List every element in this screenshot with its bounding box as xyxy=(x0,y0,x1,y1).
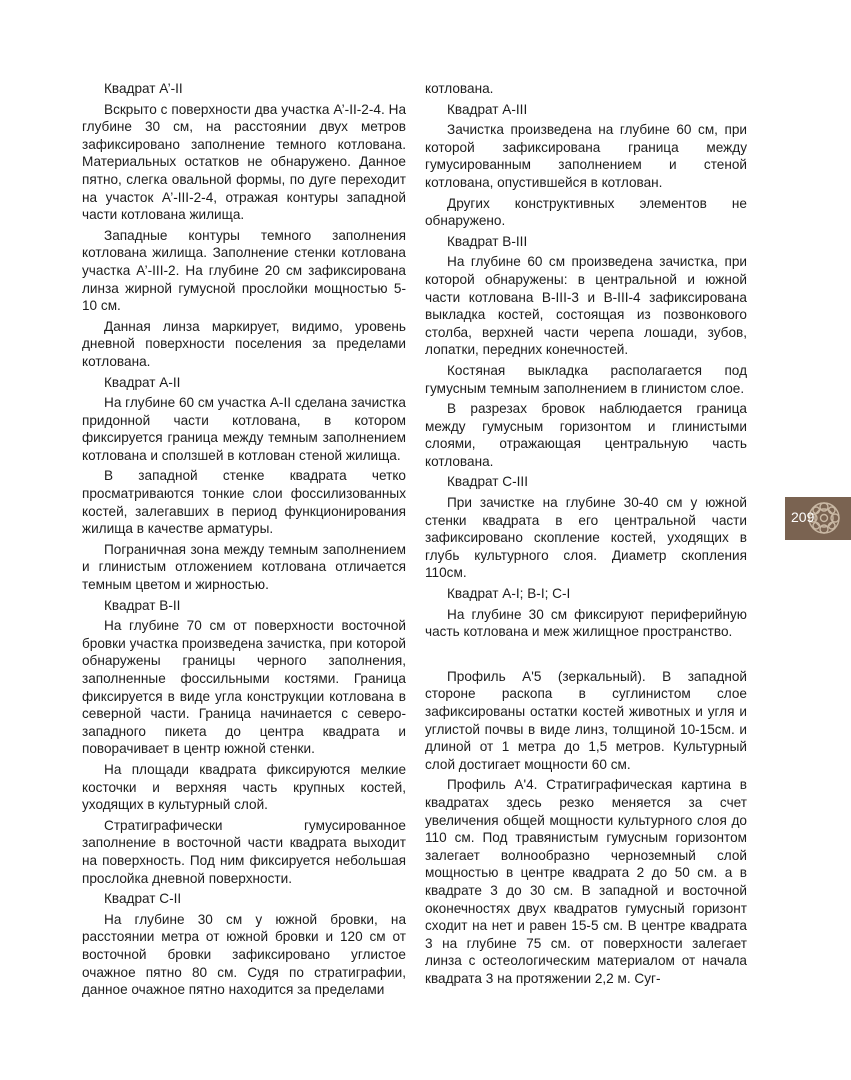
paragraph: На глубине 30 см фиксируют периферийную часть котлована и меж жилищное пространство. xyxy=(425,606,747,640)
paragraph: Зачистка произведена на глубине 60 см, при которой зафиксирована граница между гумусированным заполнением и стеной котлована, опустившейся в котлован. xyxy=(425,122,747,190)
right-text-column xyxy=(425,80,747,991)
paragraph: На площади квадрата фиксируются мелкие косточки и верхняя часть крупных костей, уходящих в культурный слой. xyxy=(82,761,406,813)
paragraph: В западной стенке квадрата четко просматриваются тонкие слои фоссилизованных костей, залегавших в период функционирования жилища в качестве арматуры. xyxy=(82,468,406,537)
paragraph: В разрезах бровок наблюдается граница между гумусным горизонтом и глинистыми слоями, отражающая центральную часть котлована. xyxy=(425,401,747,469)
paragraph: Квадрат С-III xyxy=(447,474,528,490)
paragraph: Квадрат А’-II xyxy=(104,81,183,96)
paragraph: Пограничная зона между темным заполнением и глинистым отложением котлована отличается темным цветом и жирностью. xyxy=(82,541,406,593)
paragraph: На глубине 60 см произведена зачистка, при которой обнаружены: в центральной и южной части котлована В-III-3 и В-III-4 зафиксирована выкладка костей, состоящая из позвонкового столба, верхней части черепа лошади, зубов, лопатки, передних конечностей. xyxy=(425,254,747,358)
paragraph: При зачистке на глубине 30-40 см у южной стенки квадрата в его центральной части зафиксировано скопление костей, уходящих в глубь культурного слоя. Диаметр скопления 110см. xyxy=(425,495,747,581)
left-text-column xyxy=(82,80,406,1002)
paragraph: Квадрат В-II xyxy=(104,597,181,613)
paragraph: Других конструктивных элементов не обнаружено. xyxy=(425,195,747,229)
paragraph: Квадрат А-I; В-I; С-I xyxy=(447,586,571,602)
paragraph: Данная линза маркирует, видимо, уровень дневной поверхности поселения за пределами котлована. xyxy=(82,318,406,369)
paragraph: Западные контуры темного заполнения котлована жилища. Заполнение стенки котлована участка А’-III-2. На глубине 20 см зафиксирована линза жирной гумусной прослойки мощностью 5-10 см. xyxy=(82,227,406,314)
paragraph: Квадрат С-II xyxy=(104,891,182,907)
paragraph: Квадрат В-III xyxy=(447,233,528,249)
page-number: 209 xyxy=(791,509,815,525)
paragraph: На глубине 30 см у южной бровки, на расстоянии метра от южной бровки и 120 см от восточной бровки зафиксировано углистое очажное пятно 80 см. Судя по стратиграфии, данное очажное пятно находится за пределами xyxy=(82,911,406,998)
paragraph: На глубине 60 см участка А-II сделана зачистка придонной части котлована, в котором фиксируется граница между темным заполнением котлована и сползшей в котлован стеной жилища. xyxy=(82,395,406,463)
paragraph: Квадрат А-III xyxy=(447,101,528,117)
paragraph: На глубине 70 см от поверхности восточной бровки участка произведена зачистка, при которой обнаружены границы черного заполнения, заполненные фоссильными костями. Граница фиксируется в виде угла конструкции котлована в северной части. Граница начинается с северо-западного пикета до центра квадрата и поворачивает в центр южной стенки. xyxy=(82,618,406,757)
paragraph: Квадрат А-II xyxy=(104,374,181,390)
paragraph: Профиль А'5 (зеркальный). В западной стороне раскопа в суглинистом слое зафиксированы остатки костей животных и угля и углистой почвы в виде линз, толщиной 10-15см. и длиной от 1 метра до 1,5 метров. Культурный слой достигает мощности 60 см. xyxy=(425,668,747,772)
paragraph: котлована. xyxy=(425,81,494,96)
paragraph: Вскрыто с поверхности два участка А’-II-2-4. На глубине 30 см, на расстоянии двух метров зафиксировано заполнение темного котлована. Материальных остатков не обнаружено. Данное пятно, слегка овальной формы, по дуге переходит на участок А’-III-2-4, отражая контуры западной части котлована жилища. xyxy=(82,101,406,223)
paragraph: Костяная выкладка располагается под гумусным темным заполнением в глинистом слое. xyxy=(425,362,747,396)
paragraph: Стратиграфически гумусированное заполнение в восточной части квадрата выходит на поверхность. Под ним фиксируется небольшая прослойка дневной поверхности. xyxy=(82,817,406,886)
paragraph: Профиль А'4. Стратиграфическая картина в квадратах здесь резко меняется за счет увеличения общей мощности культурного слоя до 110 см. Под травянистым гумусным горизонтом залегает волнообразно черноземный слой мощностью в центре квадрата 2 до 50 см. а в квадрате 3 до 30 см. В западной и восточной оконечностях двух квадратов гумусный горизонт сходит на нет и равен 15-5 см. В центре квадрата 3 на глубине 75 см. от поверхности залегает линза с остеологическим материалом от начала квадрата 3 на протяжении 2,2 м. Суг- xyxy=(425,777,747,986)
